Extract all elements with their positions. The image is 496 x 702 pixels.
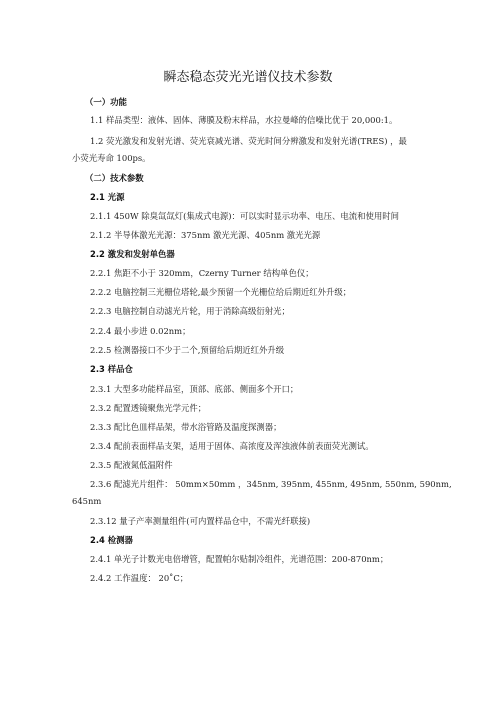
item-2-3-1: 2.3.1 大型多功能样品室，顶部、底部、侧面多个开口； <box>90 384 299 394</box>
section-heading-function: （一）功能 <box>85 97 127 107</box>
subheading-2-4: 2.4 检测器 <box>90 535 133 545</box>
subheading-2-2: 2.2 激发和发射单色器 <box>90 249 175 259</box>
item-2-3-6-line-2: 645nm <box>72 496 102 506</box>
item-2-3-3: 2.3.3 配比色皿样品架，带水浴管路及温度探测器； <box>90 422 282 432</box>
document-title: 瞬态稳态荧光光谱仪技术参数 <box>163 70 333 85</box>
item-2-3-12: 2.3.12 量子产率测量组件(可内置样品仓中，不需光纤联接) <box>90 516 311 526</box>
item-2-2-5: 2.2.5 检测器接口不少于二个,预留给后期近红外升级 <box>90 345 285 355</box>
item-2-1-1: 2.1.1 450W 除臭氙氙灯(集成式电源)：可以实时显示功率、电压、电流和使用时间 <box>90 211 400 221</box>
paragraph-1-1: 1.1 样品类型：液体、固体、薄膜及粉末样品，水拉曼峰的信噪比优于 20,000:1。 <box>90 115 398 125</box>
subheading-2-1: 2.1 光源 <box>90 192 125 202</box>
section-heading-specs: （二）技术参数 <box>85 173 144 183</box>
subheading-2-3: 2.3 样品仓 <box>90 364 133 374</box>
item-2-3-5: 2.3.5 配液氮低温附件 <box>90 460 173 470</box>
item-2-4-2: 2.4.2 工作温度： 20˚C； <box>90 573 189 583</box>
item-2-2-3: 2.2.3 电脑控制自动滤光片轮，用于消除高级衍射光； <box>90 306 290 316</box>
paragraph-1-2-line-1: 1.2 荧光激发和发射光谱、荧光衰减光谱、荧光时间分辨激发和发射光谱(TRES) ，最 <box>90 136 407 146</box>
item-2-4-1: 2.4.1 单光子计数光电倍增管，配置帕尔贴制冷组件，光谱范围：200-870nm； <box>90 554 389 564</box>
item-2-2-2: 2.2.2 电脑控制三光栅位塔轮,最少预留一个光栅位给后期近红外升级； <box>90 287 352 297</box>
item-2-3-6-line-1: 2.3.6 配滤光片组件： 50mm×50mm ，345nm, 395nm, 455nm, 495nm, 550nm, 590nm, <box>90 479 452 489</box>
paragraph-1-2-line-2: 小荧光寿命 100ps。 <box>72 153 151 163</box>
item-2-1-2: 2.1.2 半导体激光光源：375nm 激光光源、405nm 激光光源 <box>90 230 321 240</box>
item-2-3-4: 2.3.4 配前表面样品支架，适用于固体、高浓度及浑浊液体前表面荧光测试。 <box>90 441 374 451</box>
item-2-2-4: 2.2.4 最小步进 0.02nm； <box>90 326 191 336</box>
item-2-2-1: 2.2.1 焦距不小于 320mm，Czerny Turner 结构单色仪； <box>90 268 314 278</box>
item-2-3-2: 2.3.2 配置透镜聚焦光学元件； <box>90 403 207 413</box>
